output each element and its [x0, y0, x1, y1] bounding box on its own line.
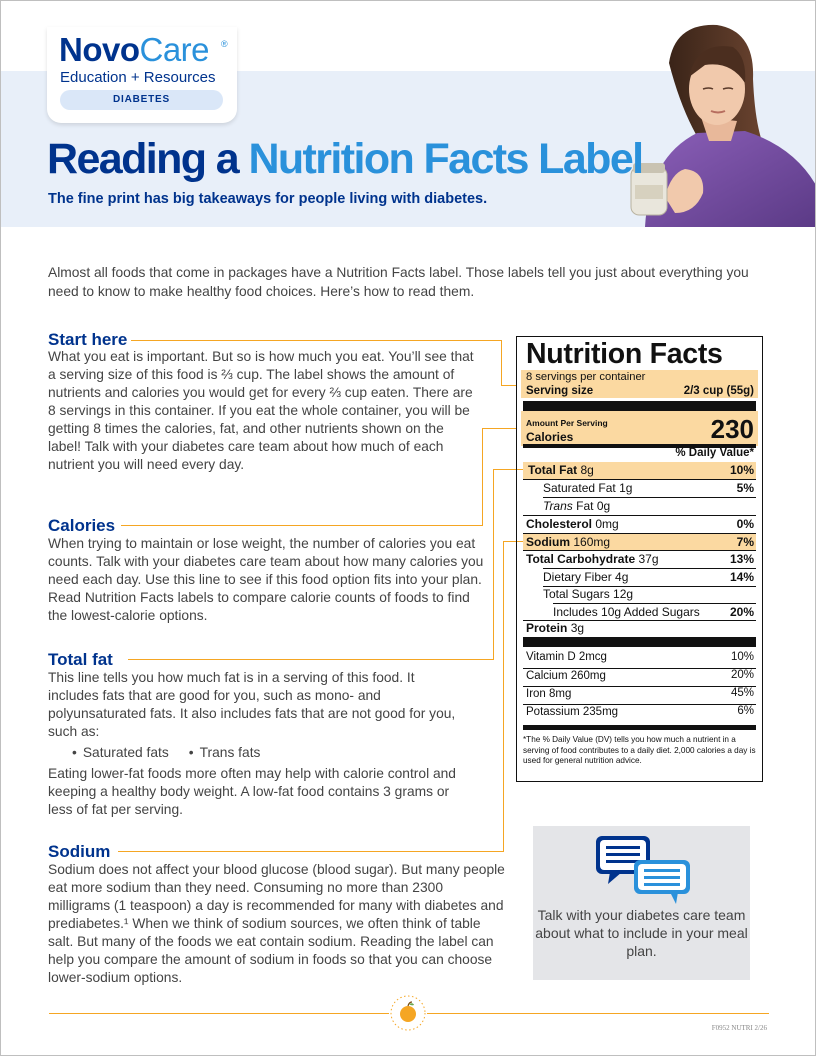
row-trans-fat: Trans Fat 0g	[543, 499, 611, 513]
intro-paragraph: Almost all foods that come in packages have a Nutrition Facts label. Those labels tell you just about everything you need to know to make healthy food choices. Here’s how to read them.	[48, 265, 749, 299]
section-heading-sodium: Sodium	[48, 842, 114, 862]
thick-rule	[523, 637, 756, 647]
total-fat-paragraph: This line tells you how much fat is in a serving of this food. It includes fats that are good for you, such as mono- and polyunsaturated fats. It also includes fats that are not good for you, such as:	[48, 670, 456, 739]
nutrition-facts-label	[516, 336, 763, 782]
section-body-start-here: What you eat is important. But so is how much you eat. You’ll see that a serving size of this food is ⅔ cup. The label shows the amount of nutrients and calories you would get for every ⅔ cup eaten. There are 8 servings in this container. If you eat the whole container, you will be getting 8 times the calories, fat, and other nutrients shown on the label! Talk with your diabetes care team about how much of each nutrient you will need every day.	[48, 349, 474, 472]
amount-per-serving: Amount Per Serving	[526, 418, 608, 428]
brand-name-part1: Novo	[59, 31, 140, 68]
dv-dietary-fiber: 14%	[729, 570, 754, 584]
section-heading-total-fat: Total fat	[48, 650, 117, 670]
connector-calories-tick	[483, 428, 516, 429]
callout-text: Talk with your diabetes care team about what to include in your meal plan.	[535, 907, 748, 959]
divider	[543, 568, 756, 569]
dv-cholesterol: 0%	[736, 517, 754, 531]
divider	[523, 704, 756, 705]
divider	[523, 515, 756, 516]
row-protein: Protein 3g	[526, 621, 585, 635]
calories-label: Calories	[526, 430, 574, 444]
divider	[523, 479, 756, 480]
divider	[553, 603, 756, 604]
calories-value: 230	[710, 414, 754, 444]
dv-sodium: 7%	[736, 535, 754, 549]
list-item: • Trans fats	[189, 744, 261, 762]
brand-tagline: Education + Resources	[60, 69, 216, 86]
divider	[543, 497, 756, 498]
page-subtitle: The fine print has big takeaways for people living with diabetes.	[48, 191, 488, 207]
daily-value-header: % Daily Value*	[675, 447, 754, 459]
dv-vitamin-d: 10%	[730, 651, 754, 663]
total-fat-paragraph-2: Eating lower-fat foods more often may help with calorie control and keeping a healthy body weight. A low-fat food contains 3 grams or less of fat per serving.	[48, 766, 456, 817]
dv-added-sugars: 20%	[729, 605, 754, 619]
registered-mark: ®	[221, 39, 228, 49]
row-vitamin-d: Vitamin D 2mcg	[526, 651, 607, 663]
connector-start-here-tick	[502, 385, 516, 386]
row-sodium: Sodium 160mg	[526, 535, 611, 549]
dv-total-fat: 10%	[729, 463, 754, 477]
row-total-carbohydrate: Total Carbohydrate 37g	[526, 552, 659, 566]
row-iron: Iron 8mg	[526, 688, 572, 700]
dv-total-carbohydrate: 13%	[729, 552, 754, 566]
page-title	[47, 135, 643, 184]
callout-box	[533, 826, 750, 980]
document-code: F0952 NUTRI 2/26	[711, 1024, 767, 1032]
dv-saturated-fat: 5%	[736, 481, 754, 495]
dv-calcium: 20%	[730, 669, 754, 681]
thick-rule	[523, 401, 756, 411]
divider	[523, 668, 756, 669]
row-dietary-fiber: Dietary Fiber 4g	[543, 570, 629, 584]
section-heading-calories: Calories	[48, 516, 119, 536]
footer-rule-right	[427, 1013, 769, 1014]
row-potassium: Potassium 235mg	[526, 706, 619, 718]
servings-per-container: 8 servings per container	[526, 371, 646, 383]
fat-types-list	[72, 744, 460, 762]
section-body-calories: When trying to maintain or lose weight, the number of calories you eat counts. Talk with your diabetes care team about how many calories you need each day. Use this line to see if this food option fits into your plan. Read Nutrition Facts labels to compare calorie counts of foods to find the lowest-calorie options.	[48, 536, 484, 623]
brand-logo-card	[47, 27, 237, 123]
row-cholesterol: Cholesterol 0mg	[526, 517, 619, 531]
divider	[523, 550, 756, 551]
brand-name-part2: Care	[139, 31, 210, 68]
apple-icon	[389, 994, 427, 1032]
row-calcium: Calcium 260mg	[526, 670, 606, 682]
category-badge: DIABETES	[60, 90, 223, 110]
daily-value-footnote: *The % Daily Value (DV) tells you how much a nutrient in a serving of food contributes to a daily diet. 2,000 calories a day is used for general nutrition advice.	[523, 735, 756, 765]
divider	[523, 686, 756, 687]
section-body-total-fat	[48, 669, 460, 819]
section-body-sodium: Sodium does not affect your blood glucose (blood sugar). But many people eat more sodium than they need. Consuming no more than 2300 milligrams (1 teaspoon) a day is recommended for many with diabetes and prediabetes.¹ When we think of sodium sources, we often think of table salt. But many of the foods we eat contain sodium. Reading the label can help you compare the amount of sodium in foods so that you can choose lower-sodium options.	[48, 862, 505, 985]
footer-rule-left	[49, 1013, 389, 1014]
row-total-sugars: Total Sugars 12g	[543, 587, 634, 601]
woman-reading-label-photo	[605, 17, 816, 227]
row-saturated-fat: Saturated Fat 1g	[543, 481, 633, 495]
dv-iron: 45%	[730, 687, 754, 699]
list-item: • Saturated fats	[72, 744, 169, 762]
dv-potassium: 6%	[737, 705, 754, 717]
brand-logo	[59, 31, 209, 69]
chat-bubbles-icon	[594, 834, 694, 906]
title-part1: Reading a	[47, 135, 249, 183]
title-part2: Nutrition Facts Label	[248, 135, 643, 183]
row-total-fat: Total Fat 8g	[528, 463, 594, 477]
serving-size-value: 2/3 cup (55g)	[683, 385, 754, 397]
medium-rule	[523, 725, 756, 730]
nutrition-facts-title: Nutrition Facts	[526, 338, 723, 370]
row-added-sugars: Includes 10g Added Sugars	[553, 605, 700, 619]
serving-size-label: Serving size	[526, 385, 594, 397]
section-heading-start-here: Start here	[48, 330, 131, 350]
